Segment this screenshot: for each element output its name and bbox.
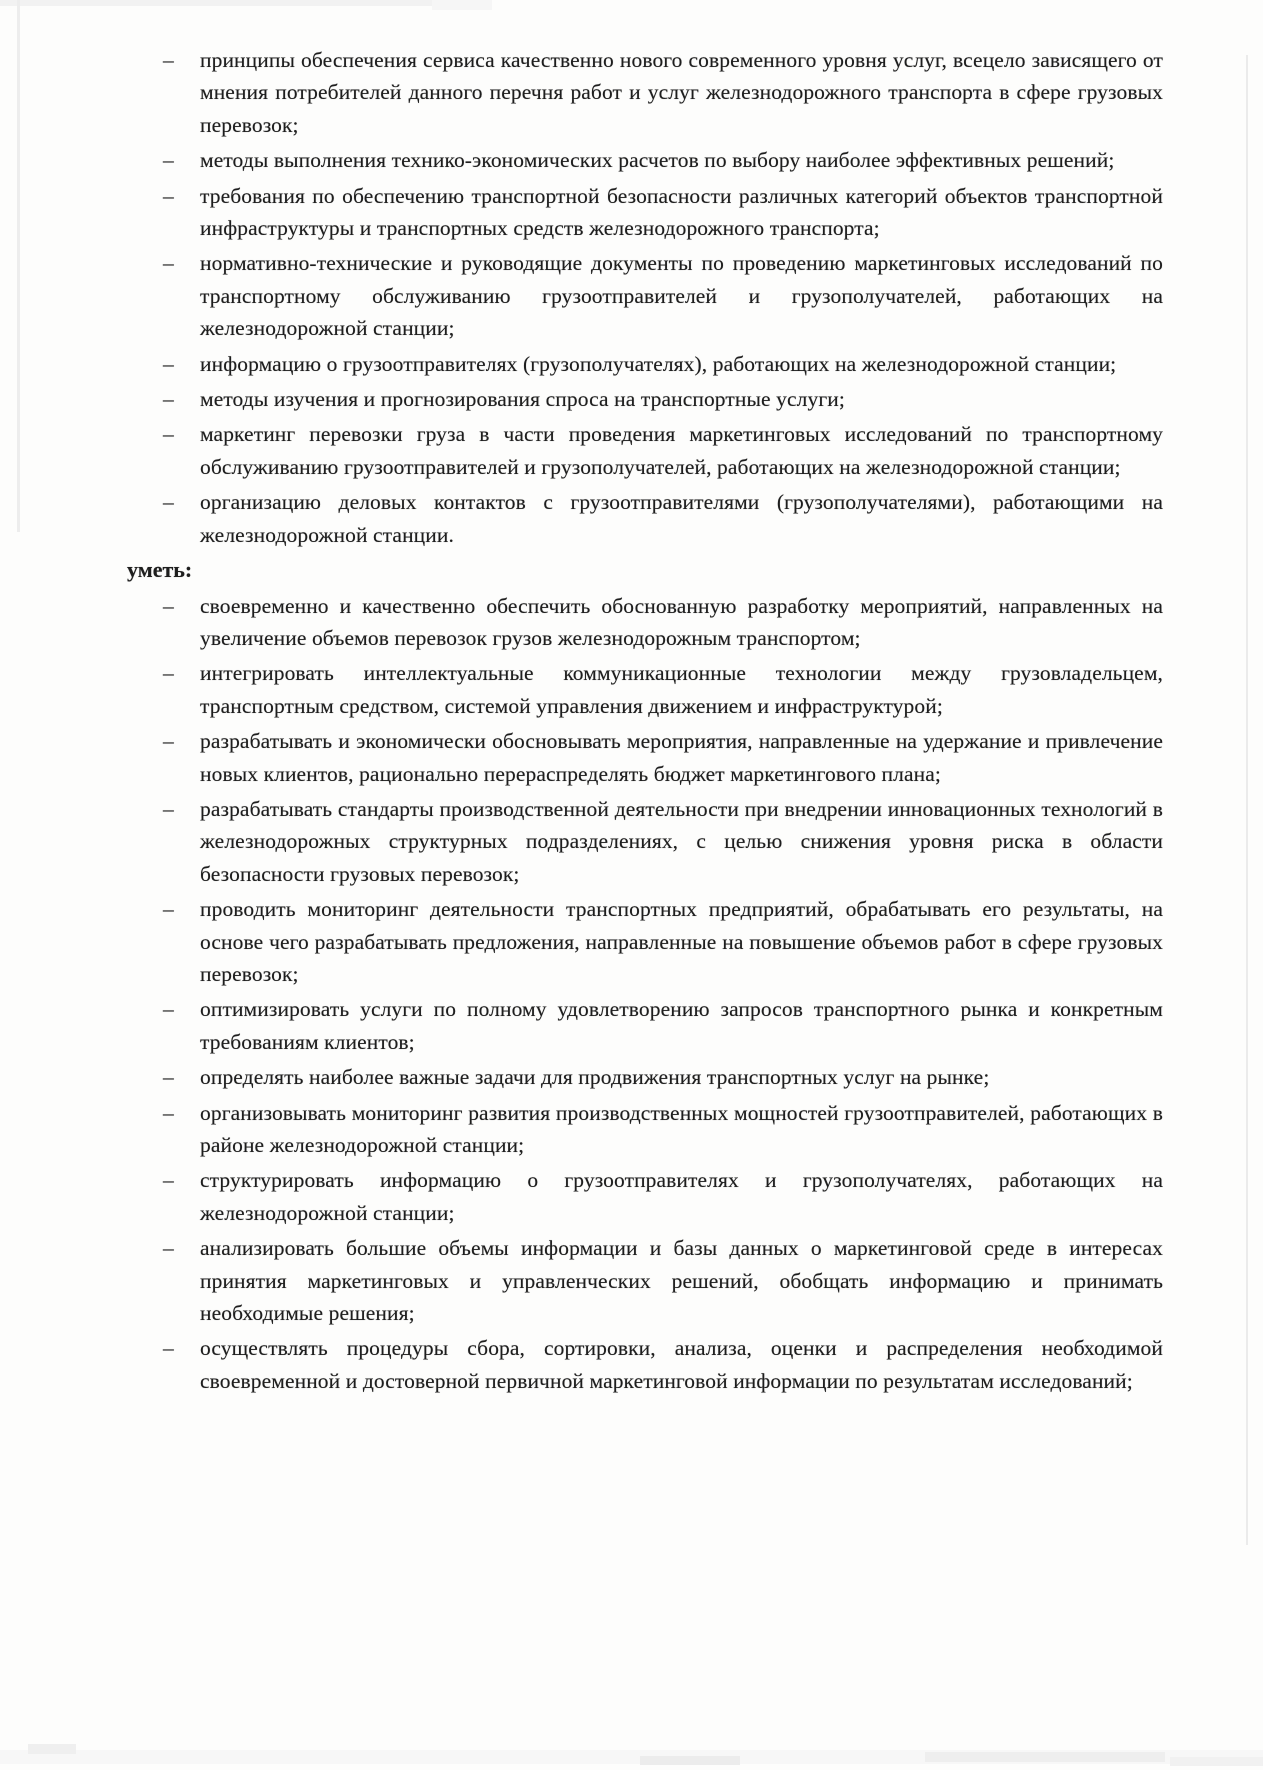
- able-section-heading: уметь:: [127, 557, 193, 583]
- list-item: [163, 144, 1163, 176]
- dash-bullet: –: [163, 729, 174, 754]
- list-item-text: методы изучения и прогнозирования спроса на транспортные услуги;: [200, 387, 845, 412]
- list-item: [163, 993, 1163, 1058]
- list-item: [163, 1097, 1163, 1162]
- scan-edge-right: [1246, 55, 1248, 1545]
- list-item-text: оптимизировать услуги по полному удовлетворению запросов транспортного рынка и конкретным требованиям клиентов;: [200, 997, 1163, 1054]
- scan-edge-top-patch: [432, 0, 492, 10]
- list-item: [163, 1332, 1163, 1397]
- list-item: [163, 1061, 1163, 1093]
- dash-bullet: –: [163, 1065, 174, 1090]
- dash-bullet: –: [163, 422, 174, 447]
- list-item-text: информацию о грузоотправителях (грузополучателях), работающих на железнодорожной станции;: [200, 351, 1117, 376]
- list-item-text: структурировать информацию о грузоотправителях и грузополучателях, работающих на железнодорожной станции;: [200, 1168, 1163, 1225]
- scan-edge-bottom-mark: [28, 1744, 76, 1754]
- dash-bullet: –: [163, 1336, 174, 1361]
- list-item-text: определять наиболее важные задачи для продвижения транспортных услуг на рынке;: [200, 1065, 990, 1090]
- scan-edge-bottom-mark: [640, 1756, 740, 1765]
- list-item-text: организовывать мониторинг развития производственных мощностей грузоотправителей, работающих в районе железнодорожной станции;: [200, 1100, 1163, 1157]
- dash-bullet: –: [163, 1236, 174, 1261]
- list-item: [163, 247, 1163, 344]
- list-item: [163, 793, 1163, 890]
- dash-bullet: –: [163, 251, 174, 276]
- scan-edge-bottom-mark: [925, 1752, 1165, 1762]
- dash-bullet: –: [163, 387, 174, 412]
- able-list: [163, 590, 1163, 1398]
- dash-bullet: –: [163, 490, 174, 515]
- list-item-text: принципы обеспечения сервиса качественно нового современного уровня услуг, всецело зависящего от мнения потребителей данного перечня работ и услуг железнодорожного транспорта в сфере грузовых перевозок;: [200, 48, 1163, 137]
- list-item: [163, 1232, 1163, 1329]
- list-item: [163, 383, 1163, 415]
- list-item-text: требования по обеспечению транспортной безопасности различных категорий объектов транспортной инфраструктуры и транспортных средств железнодорожного транспорта;: [200, 183, 1163, 241]
- list-item: [163, 418, 1163, 483]
- list-item-text: интегрировать интеллектуальные коммуникационные технологии между грузовладельцем, транспортным средством, системой управления движением и инфраструктурой;: [200, 661, 1163, 718]
- list-item-text: проводить мониторинг деятельности транспортных предприятий, обрабатывать его результаты, на основе чего разрабатывать предложения, направленные на повышение объемов работ в сфере грузовых перевозок;: [200, 897, 1163, 986]
- dash-bullet: –: [163, 351, 174, 376]
- list-item: [163, 893, 1163, 990]
- scan-edge-top: [0, 0, 432, 6]
- know-list: [163, 44, 1163, 551]
- list-item-text: нормативно-технические и руководящие документы по проведению маркетинговых исследований по транспортному обслуживанию грузоотправителей и грузополучателей, работающих на железнодорожной станции;: [200, 251, 1163, 341]
- dash-bullet: –: [163, 997, 174, 1022]
- list-item: [163, 725, 1163, 790]
- dash-bullet: –: [163, 661, 174, 686]
- list-item: [163, 180, 1163, 245]
- document-body: [127, 44, 1163, 1400]
- dash-bullet: –: [163, 1100, 174, 1125]
- list-item-text: разрабатывать стандарты производственной деятельности при внедрении инновационных технологий в железнодорожных структурных подразделениях, с целью снижения уровня риска в области безопасности грузовых перевозок;: [200, 796, 1163, 886]
- scan-edge-bottom: [0, 1750, 1263, 1764]
- dash-bullet: –: [163, 48, 174, 72]
- list-item: [163, 590, 1163, 655]
- dash-bullet: –: [163, 897, 174, 922]
- list-item-text: разрабатывать и экономически обосновывать мероприятия, направленные на удержание и привлечение новых клиентов, рационально перераспределять бюджет маркетингового плана;: [200, 729, 1163, 786]
- list-item-text: маркетинг перевозки груза в части проведения маркетинговых исследований по транспортному обслуживанию грузоотправителей и грузополучателей, работающих на железнодорожной станции;: [200, 422, 1163, 479]
- list-item-text: методы выполнения технико-экономических расчетов по выбору наиболее эффективных решений;: [200, 148, 1115, 173]
- list-item-text: анализировать большие объемы информации и базы данных о маркетинговой среде в интересах принятия маркетинговых и управленческих решений, обобщать информацию и принимать необходимые решения;: [200, 1236, 1163, 1326]
- scan-edge-bottom-mark: [1170, 1757, 1263, 1766]
- dash-bullet: –: [163, 593, 174, 618]
- dash-bullet: –: [163, 1168, 174, 1193]
- dash-bullet: –: [163, 796, 174, 821]
- list-item: [163, 657, 1163, 722]
- dash-bullet: –: [163, 148, 174, 173]
- list-item-text: организацию деловых контактов с грузоотправителями (грузополучателями), работающими на железнодорожной станции.: [200, 490, 1163, 547]
- list-item: [163, 486, 1163, 551]
- list-item: [163, 1164, 1163, 1229]
- list-item: [163, 348, 1163, 380]
- list-item-text: осуществлять процедуры сбора, сортировки, анализа, оценки и распределения необходимой своевременной и достоверной первичной маркетинговой информации по результатам исследований;: [200, 1336, 1163, 1393]
- dash-bullet: –: [163, 183, 174, 208]
- list-item-text: своевременно и качественно обеспечить обоснованную разработку мероприятий, направленных на увеличение объемов перевозок грузов железнодорожным транспортом;: [200, 593, 1163, 650]
- scan-edge-left: [17, 0, 20, 532]
- list-item: [163, 44, 1163, 141]
